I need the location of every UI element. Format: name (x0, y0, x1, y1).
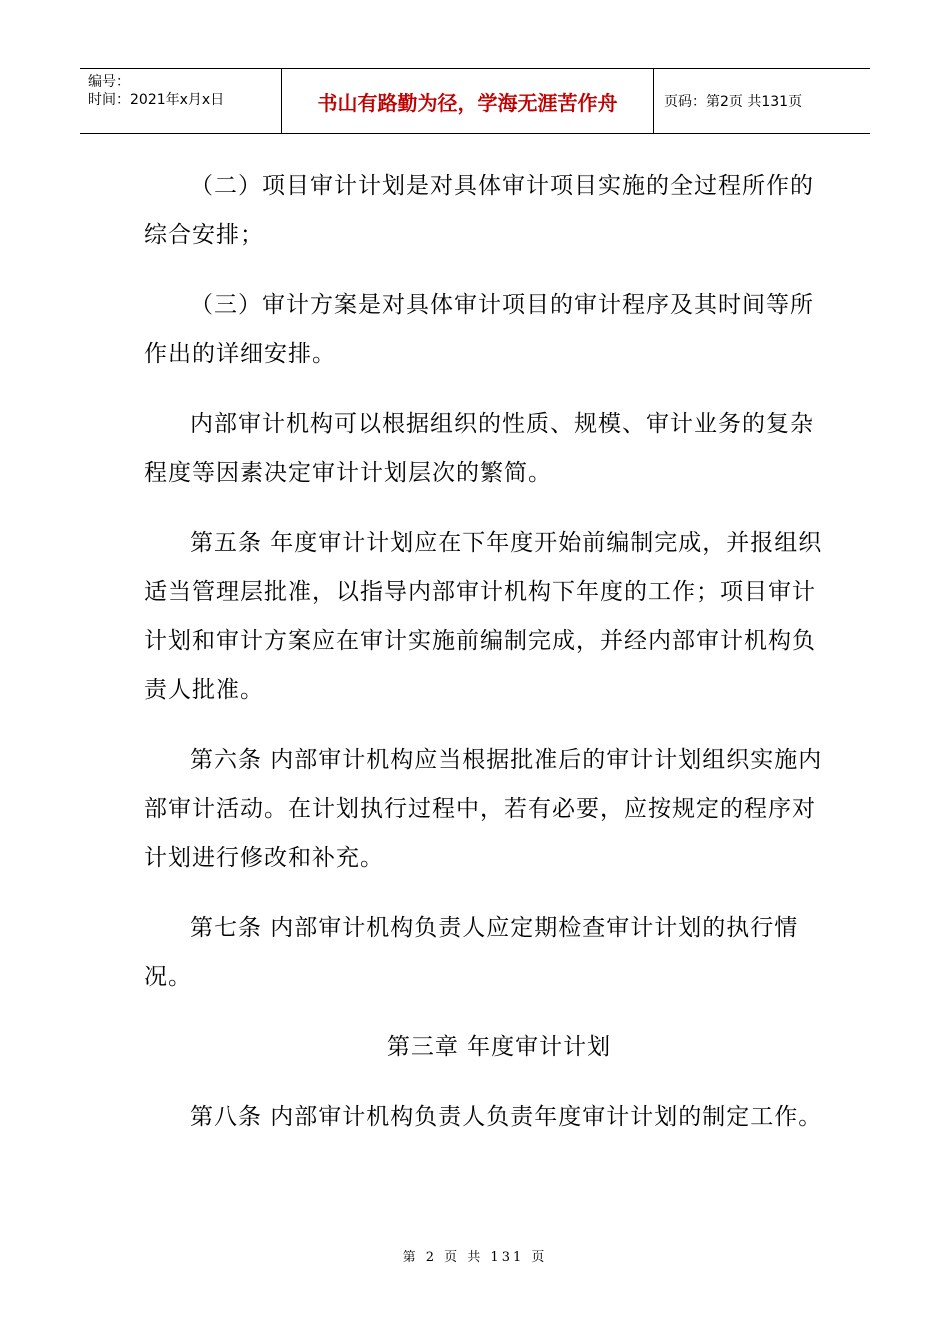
header-motto: 书山有路勤为径，学海无涯苦作舟 (282, 69, 654, 133)
page-footer: 第 2 页 共 131 页 (402, 1250, 548, 1265)
paragraph: 内部审计机构可以根据组织的性质、规模、审计业务的复杂程度等因素决定审计计划层次的繁简。 (144, 411, 814, 486)
paragraph: 第六条 内部审计机构应当根据批准后的审计计划组织实施内部审计活动。在计划执行过程中，若有必要，应按规定的程序对计划进行修改和补充。 (144, 747, 823, 871)
header-meta (80, 69, 282, 133)
paragraph: 第七条 内部审计机构负责人应定期检查审计计划的执行情况。 (144, 915, 799, 990)
page-header (80, 68, 870, 134)
document-body (144, 162, 824, 1163)
paragraph: 第八条 内部审计机构负责人负责年度审计计划的制定工作。 (190, 1104, 823, 1130)
header-number-label: 编号： (88, 74, 130, 90)
chapter-heading: 第三章 年度审计计划 (386, 1034, 612, 1060)
paragraph: 第五条 年度审计计划应在下年度开始前编制完成，并报组织适当管理层批准，以指导内部审计机构下年度的工作；项目审计计划和审计方案应在审计实施前编制完成，并经内部审计机构负责人批准。 (144, 530, 823, 703)
paragraph: （二）项目审计计划是对具体审计项目实施的全过程所作的综合安排； (144, 173, 814, 248)
header-page-info: 页码：第2页 共131页 (664, 94, 803, 110)
header-time-label: 时间：2021年x月x日 (88, 92, 225, 108)
paragraph: （三）审计方案是对具体审计项目的审计程序及其时间等所作出的详细安排。 (144, 292, 814, 367)
